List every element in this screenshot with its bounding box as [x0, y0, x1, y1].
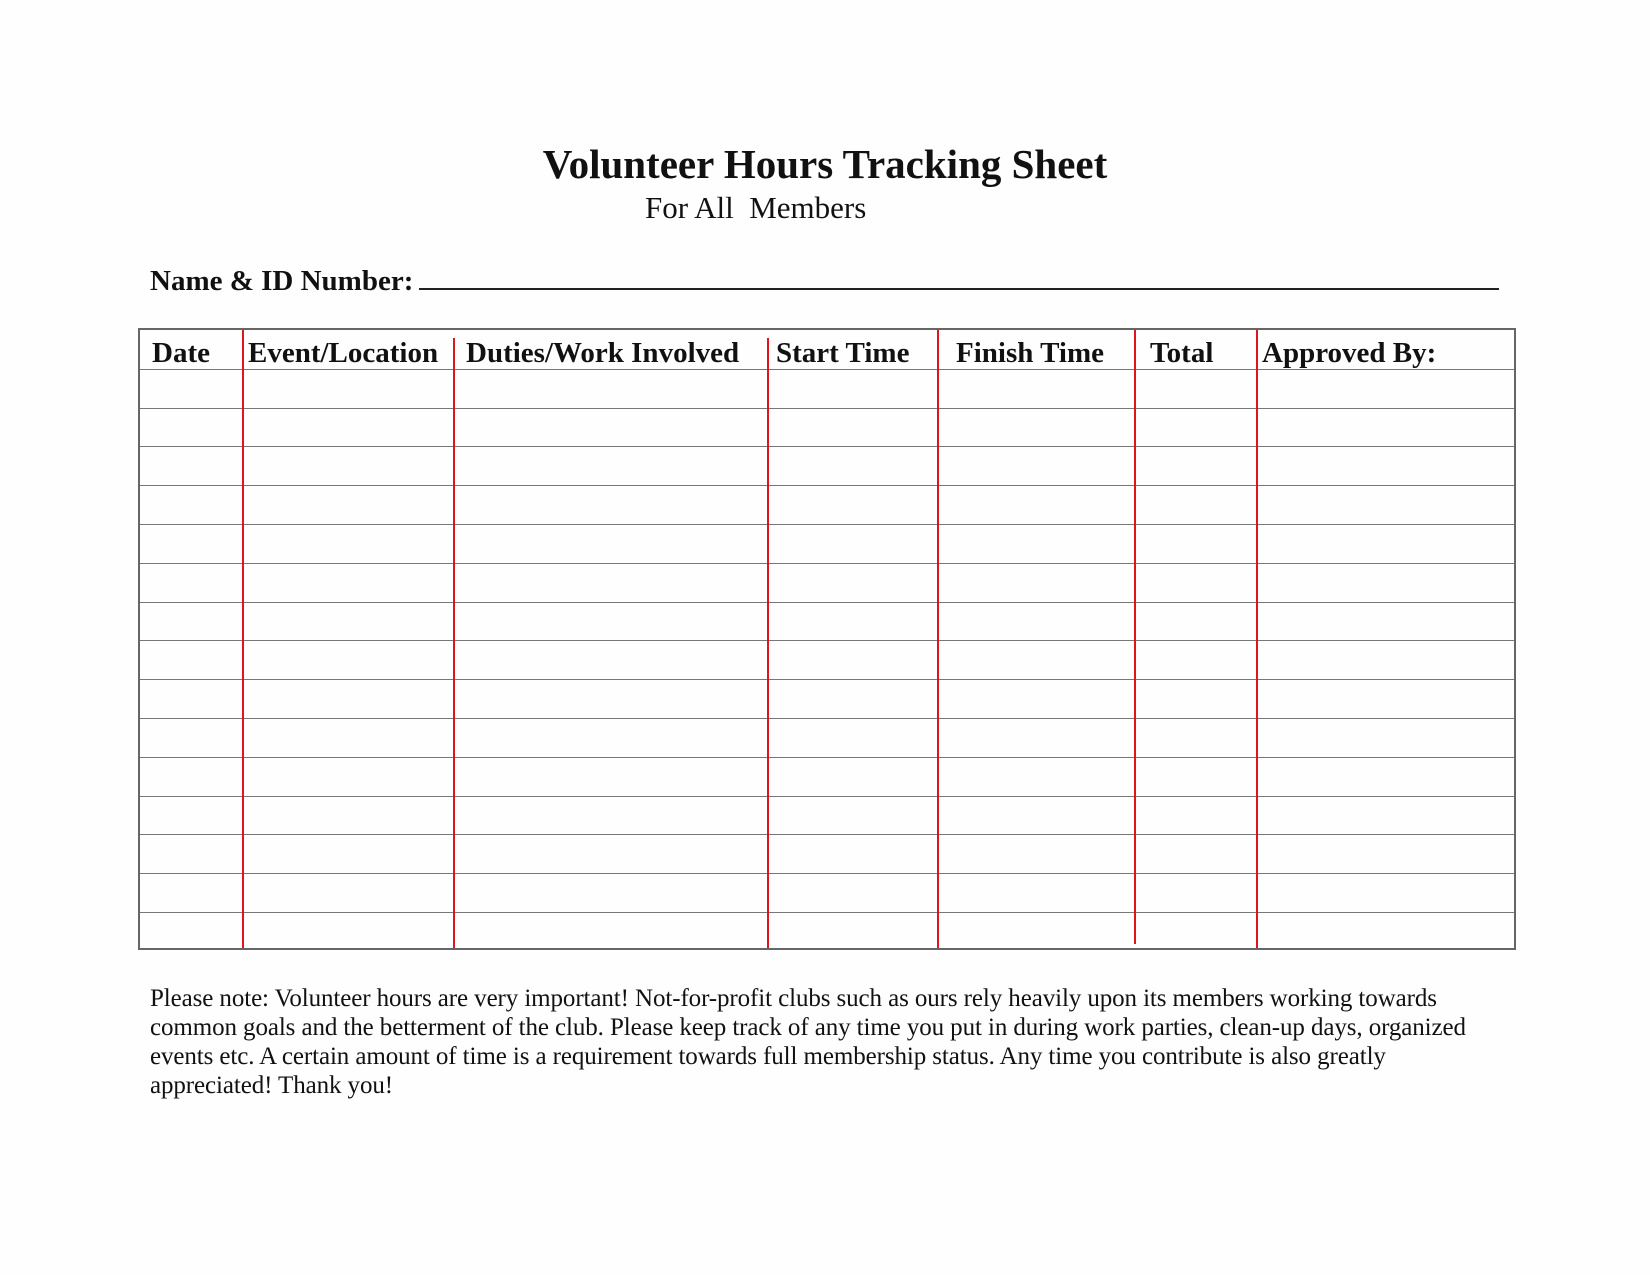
column-header-total: Total: [1150, 337, 1214, 369]
cell-finish-time[interactable]: [941, 604, 1130, 639]
cell-start-time[interactable]: [771, 371, 933, 406]
cell-approved-by[interactable]: [1260, 759, 1510, 794]
row-divider: [140, 718, 1514, 719]
cell-date[interactable]: [144, 604, 238, 639]
row-divider: [140, 757, 1514, 758]
row-divider: [140, 912, 1514, 913]
cell-total[interactable]: [1138, 681, 1252, 716]
column-divider: [453, 338, 455, 948]
column-divider: [937, 330, 939, 948]
cell-event-location[interactable]: [246, 410, 449, 445]
name-id-field: [150, 264, 1499, 298]
cell-date[interactable]: [144, 681, 238, 716]
cell-approved-by[interactable]: [1260, 604, 1510, 639]
row-divider: [140, 446, 1514, 447]
cell-total[interactable]: [1138, 565, 1252, 600]
cell-duties[interactable]: [457, 875, 763, 910]
note-line: appreciated! Thank you!: [150, 1072, 393, 1099]
row-divider: [140, 485, 1514, 486]
cell-event-location[interactable]: [246, 798, 449, 833]
title-text: Volunteer Hours Tracking Sheet: [542, 141, 1108, 187]
row-divider: [140, 640, 1514, 641]
cell-approved-by[interactable]: [1260, 681, 1510, 716]
cell-event-location[interactable]: [246, 371, 449, 406]
cell-finish-time[interactable]: [941, 759, 1130, 794]
cell-event-location[interactable]: [246, 914, 449, 949]
row-divider: [140, 796, 1514, 797]
cell-approved-by[interactable]: [1260, 720, 1510, 755]
column-header-approved-by: Approved By:: [1262, 337, 1437, 369]
cell-event-location[interactable]: [246, 448, 449, 483]
cell-finish-time[interactable]: [941, 487, 1130, 522]
cell-total[interactable]: [1138, 448, 1252, 483]
cell-approved-by[interactable]: [1260, 798, 1510, 833]
cell-date[interactable]: [144, 565, 238, 600]
column-header-finish-time: Finish Time: [956, 337, 1105, 369]
cell-finish-time[interactable]: [941, 720, 1130, 755]
cell-total[interactable]: [1138, 836, 1252, 871]
page-title: [0, 140, 1650, 188]
cell-finish-time[interactable]: [941, 798, 1130, 833]
cell-date[interactable]: [144, 798, 238, 833]
cell-event-location[interactable]: [246, 836, 449, 871]
cell-approved-by[interactable]: [1260, 914, 1510, 949]
cell-event-location[interactable]: [246, 526, 449, 561]
cell-finish-time[interactable]: [941, 448, 1130, 483]
cell-finish-time[interactable]: [941, 410, 1130, 445]
cell-start-time[interactable]: [771, 604, 933, 639]
page-subtitle: For All Members: [645, 190, 867, 225]
cell-date[interactable]: [144, 759, 238, 794]
cell-start-time[interactable]: [771, 914, 933, 949]
row-divider: [140, 679, 1514, 680]
cell-finish-time[interactable]: [941, 642, 1130, 677]
cell-approved-by[interactable]: [1260, 526, 1510, 561]
column-header-event-location: Event/Location: [248, 337, 439, 369]
cell-event-location[interactable]: [246, 875, 449, 910]
row-divider: [140, 873, 1514, 874]
cell-duties[interactable]: [457, 487, 763, 522]
cell-event-location[interactable]: [246, 759, 449, 794]
cell-duties[interactable]: [457, 914, 763, 949]
cell-start-time[interactable]: [771, 448, 933, 483]
cell-date[interactable]: [144, 836, 238, 871]
cell-total[interactable]: [1138, 759, 1252, 794]
cell-duties[interactable]: [457, 836, 763, 871]
cell-start-time[interactable]: [771, 410, 933, 445]
cell-total[interactable]: [1138, 526, 1252, 561]
cell-start-time[interactable]: [771, 798, 933, 833]
cell-start-time[interactable]: [771, 681, 933, 716]
cell-finish-time[interactable]: [941, 914, 1130, 949]
cell-duties[interactable]: [457, 448, 763, 483]
note-line: events etc. A certain amount of time is a requirement towards full membership status. Any time you contribute is also greatly: [150, 1043, 1386, 1070]
column-divider: [767, 338, 769, 948]
cell-start-time[interactable]: [771, 875, 933, 910]
cell-finish-time[interactable]: [941, 565, 1130, 600]
cell-approved-by[interactable]: [1260, 448, 1510, 483]
cell-duties[interactable]: [457, 410, 763, 445]
row-divider: [140, 834, 1514, 835]
name-id-label: Name & ID Number:: [150, 265, 414, 297]
cell-event-location[interactable]: [246, 604, 449, 639]
column-header-duties: Duties/Work Involved: [466, 337, 740, 369]
cell-event-location[interactable]: [246, 720, 449, 755]
cell-duties[interactable]: [457, 604, 763, 639]
cell-event-location[interactable]: [246, 681, 449, 716]
column-header-start-time: Start Time: [776, 337, 910, 369]
cell-approved-by[interactable]: [1260, 371, 1510, 406]
footer-note: [150, 984, 1510, 1100]
cell-start-time[interactable]: [771, 487, 933, 522]
cell-event-location[interactable]: [246, 565, 449, 600]
cell-approved-by[interactable]: [1260, 642, 1510, 677]
cell-approved-by[interactable]: [1260, 487, 1510, 522]
cell-start-time[interactable]: [771, 565, 933, 600]
cell-total[interactable]: [1138, 914, 1252, 949]
column-divider: [242, 330, 244, 948]
name-id-input-line[interactable]: [419, 264, 1499, 290]
cell-start-time[interactable]: [771, 642, 933, 677]
row-divider: [140, 524, 1514, 525]
row-divider: [140, 602, 1514, 603]
cell-approved-by[interactable]: [1260, 565, 1510, 600]
note-line: common goals and the betterment of the club. Please keep track of any time you put in during work parties, clean-up days, organized: [150, 1014, 1466, 1041]
note-line: Please note: Volunteer hours are very important! Not-for-profit clubs such as ours rely heavily upon its members working towards: [150, 985, 1437, 1012]
cell-duties[interactable]: [457, 371, 763, 406]
cell-duties[interactable]: [457, 681, 763, 716]
cell-date[interactable]: [144, 487, 238, 522]
cell-total[interactable]: [1138, 720, 1252, 755]
cell-finish-time[interactable]: [941, 526, 1130, 561]
row-divider: [140, 408, 1514, 409]
cell-finish-time[interactable]: [941, 681, 1130, 716]
cell-duties[interactable]: [457, 720, 763, 755]
cell-approved-by[interactable]: [1260, 410, 1510, 445]
cell-start-time[interactable]: [771, 759, 933, 794]
cell-total[interactable]: [1138, 798, 1252, 833]
cell-date[interactable]: [144, 448, 238, 483]
cell-total[interactable]: [1138, 604, 1252, 639]
cell-total[interactable]: [1138, 410, 1252, 445]
cell-duties[interactable]: [457, 759, 763, 794]
cell-approved-by[interactable]: [1260, 875, 1510, 910]
cell-duties[interactable]: [457, 565, 763, 600]
cell-date[interactable]: [144, 914, 238, 949]
cell-start-time[interactable]: [771, 720, 933, 755]
cell-total[interactable]: [1138, 875, 1252, 910]
cell-event-location[interactable]: [246, 642, 449, 677]
cell-event-location[interactable]: [246, 487, 449, 522]
cell-duties[interactable]: [457, 526, 763, 561]
cell-finish-time[interactable]: [941, 371, 1130, 406]
row-divider: [140, 563, 1514, 564]
cell-duties[interactable]: [457, 798, 763, 833]
cell-finish-time[interactable]: [941, 836, 1130, 871]
column-header-date: Date: [152, 337, 210, 369]
cell-date[interactable]: [144, 526, 238, 561]
cell-start-time[interactable]: [771, 836, 933, 871]
cell-finish-time[interactable]: [941, 875, 1130, 910]
cell-date[interactable]: [144, 410, 238, 445]
cell-date[interactable]: [144, 642, 238, 677]
cell-date[interactable]: [144, 371, 238, 406]
cell-date[interactable]: [144, 875, 238, 910]
cell-total[interactable]: [1138, 642, 1252, 677]
cell-start-time[interactable]: [771, 526, 933, 561]
column-divider: [1134, 330, 1136, 944]
column-divider: [1256, 330, 1258, 948]
cell-approved-by[interactable]: [1260, 836, 1510, 871]
cell-duties[interactable]: [457, 642, 763, 677]
cell-total[interactable]: [1138, 487, 1252, 522]
hours-table: [138, 328, 1516, 950]
cell-date[interactable]: [144, 720, 238, 755]
cell-total[interactable]: [1138, 371, 1252, 406]
